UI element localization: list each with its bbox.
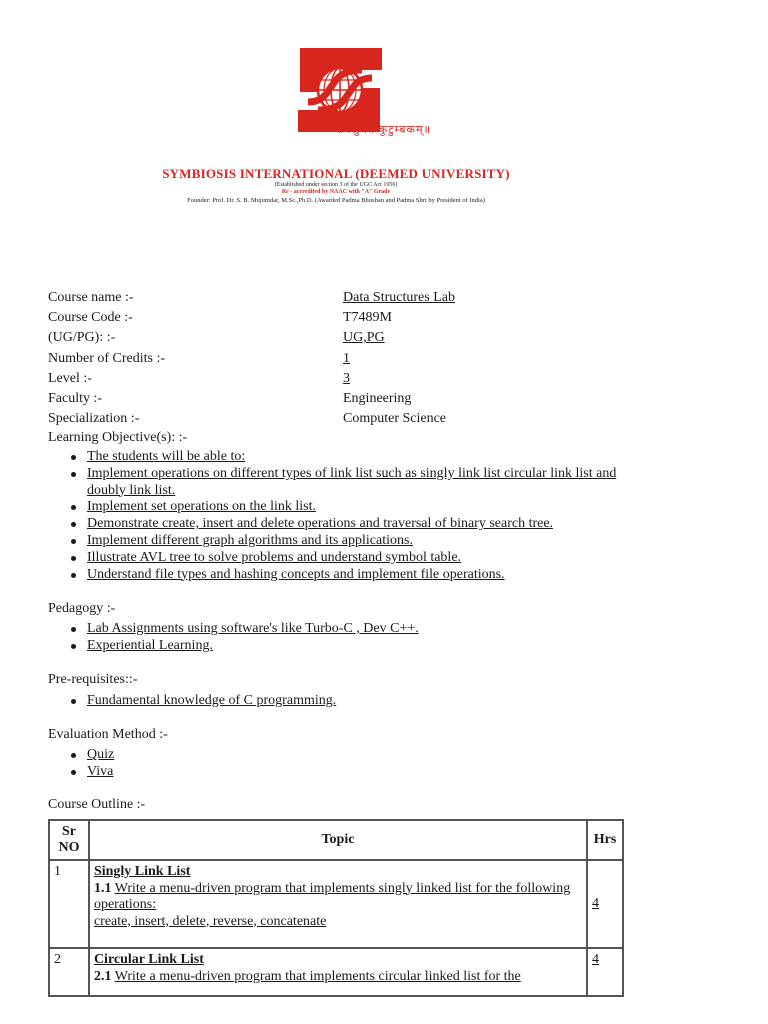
detail-row: [48, 288, 668, 308]
subitem-text: Write a menu-driven program that implements singly linked list for the following operations:: [93, 880, 571, 912]
topic-subitem: [94, 881, 582, 914]
row-hrs: [587, 948, 623, 996]
row-hrs: [587, 860, 623, 948]
list-item: Lab Assignments using software's like Turbo-C , Dev C++.: [87, 621, 647, 638]
pedagogy-heading: Pedagogy :-: [48, 601, 116, 616]
detail-row: [48, 349, 668, 369]
topic-title: Singly Link List: [93, 864, 191, 879]
detail-label: Faculty :-: [48, 390, 103, 406]
detail-label: Course name :-: [48, 290, 134, 305]
university-motto: ॥वसुधैव कुटुम्बकम्॥: [336, 124, 432, 136]
learning-objectives-list: [48, 449, 647, 583]
specialization-value: Computer Science: [343, 411, 447, 427]
table-header-row: [49, 820, 623, 860]
detail-row: [48, 328, 668, 348]
hrs-value: 4: [592, 952, 600, 967]
list-item: Demonstrate create, insert and delete operations and traversal of binary search tree.: [87, 516, 647, 533]
detail-row: [48, 308, 668, 328]
list-item: The students will be able to:: [87, 449, 647, 466]
course-outline-heading: Course Outline :-: [48, 797, 146, 812]
accreditation-note: Re - accredited by NAAC with "A" Grade: [281, 189, 391, 195]
founder-note: Founder: Prof. Dr. S. B. Mujumdar, M.Sc.,Ph.D. (Awarded Padma Bhushan and Padma Shri by President of India): [187, 197, 485, 204]
table-row: [49, 860, 623, 948]
hrs-value: 4: [592, 895, 600, 911]
course-outline-table: [48, 819, 624, 997]
detail-label: Course Code :-: [48, 310, 133, 326]
subitem-number: 2.1: [93, 968, 112, 984]
university-name: SYMBIOSIS INTERNATIONAL (DEEMED UNIVERSITY): [162, 166, 510, 181]
prerequisites-list: [48, 693, 647, 710]
level-value: 3: [343, 370, 350, 386]
evaluation-heading: Evaluation Method :-: [48, 727, 168, 742]
list-item: Implement operations on different types of link list such as singly link list circular link list and doubly link list.: [87, 466, 647, 500]
prerequisites-heading: Pre-requisites::-: [48, 672, 138, 687]
detail-label: (UG/PG): :-: [48, 330, 116, 346]
topic-operations: create, insert, delete, reverse, concatenate: [93, 913, 327, 929]
program-level-value: UG,PG: [343, 330, 385, 346]
course-code-value: T7489M: [343, 310, 392, 326]
row-sr: 1: [49, 860, 89, 948]
credits-value: 1: [343, 350, 350, 366]
row-topic: [89, 948, 587, 996]
detail-label: Number of Credits :-: [48, 350, 166, 366]
row-topic: [89, 860, 587, 948]
detail-row: [48, 389, 668, 409]
establishment-note: (Established under section 3 of the UGC Act 1956): [274, 182, 398, 188]
detail-row: [48, 369, 668, 389]
faculty-value: Engineering: [343, 390, 412, 406]
column-header-topic: Topic: [89, 820, 587, 860]
list-item: Viva: [87, 764, 647, 781]
pedagogy-list: [48, 621, 647, 655]
topic-title: Circular Link List: [93, 952, 204, 967]
subitem-number: 1.1: [93, 880, 112, 896]
list-item: Quiz: [87, 747, 647, 764]
list-item: Understand file types and hashing concepts and implement file operations.: [87, 567, 647, 584]
evaluation-list: [48, 747, 647, 781]
row-sr: 2: [49, 948, 89, 996]
list-item: Illustrate AVL tree to solve problems and understand symbol table.: [87, 550, 647, 567]
detail-label: Level :-: [48, 370, 92, 386]
subitem-text: Write a menu-driven program that implements circular linked list for the: [114, 968, 521, 984]
list-item: Experiential Learning.: [87, 638, 647, 655]
list-item: Implement different graph algorithms and its applications.: [87, 533, 647, 550]
list-item: Implement set operations on the link list.: [87, 499, 647, 516]
column-header-sr: Sr NO: [49, 820, 89, 860]
column-header-hrs: Hrs: [587, 820, 623, 860]
course-name-value: Data Structures Lab: [343, 290, 455, 305]
list-item: Fundamental knowledge of C programming.: [87, 693, 647, 710]
detail-label: Specialization :-: [48, 411, 140, 427]
topic-subitem: [94, 969, 582, 986]
course-details: [48, 288, 668, 429]
learning-objectives-heading: Learning Objective(s): :-: [48, 430, 188, 445]
table-row: [49, 948, 623, 996]
detail-row: [48, 409, 668, 429]
